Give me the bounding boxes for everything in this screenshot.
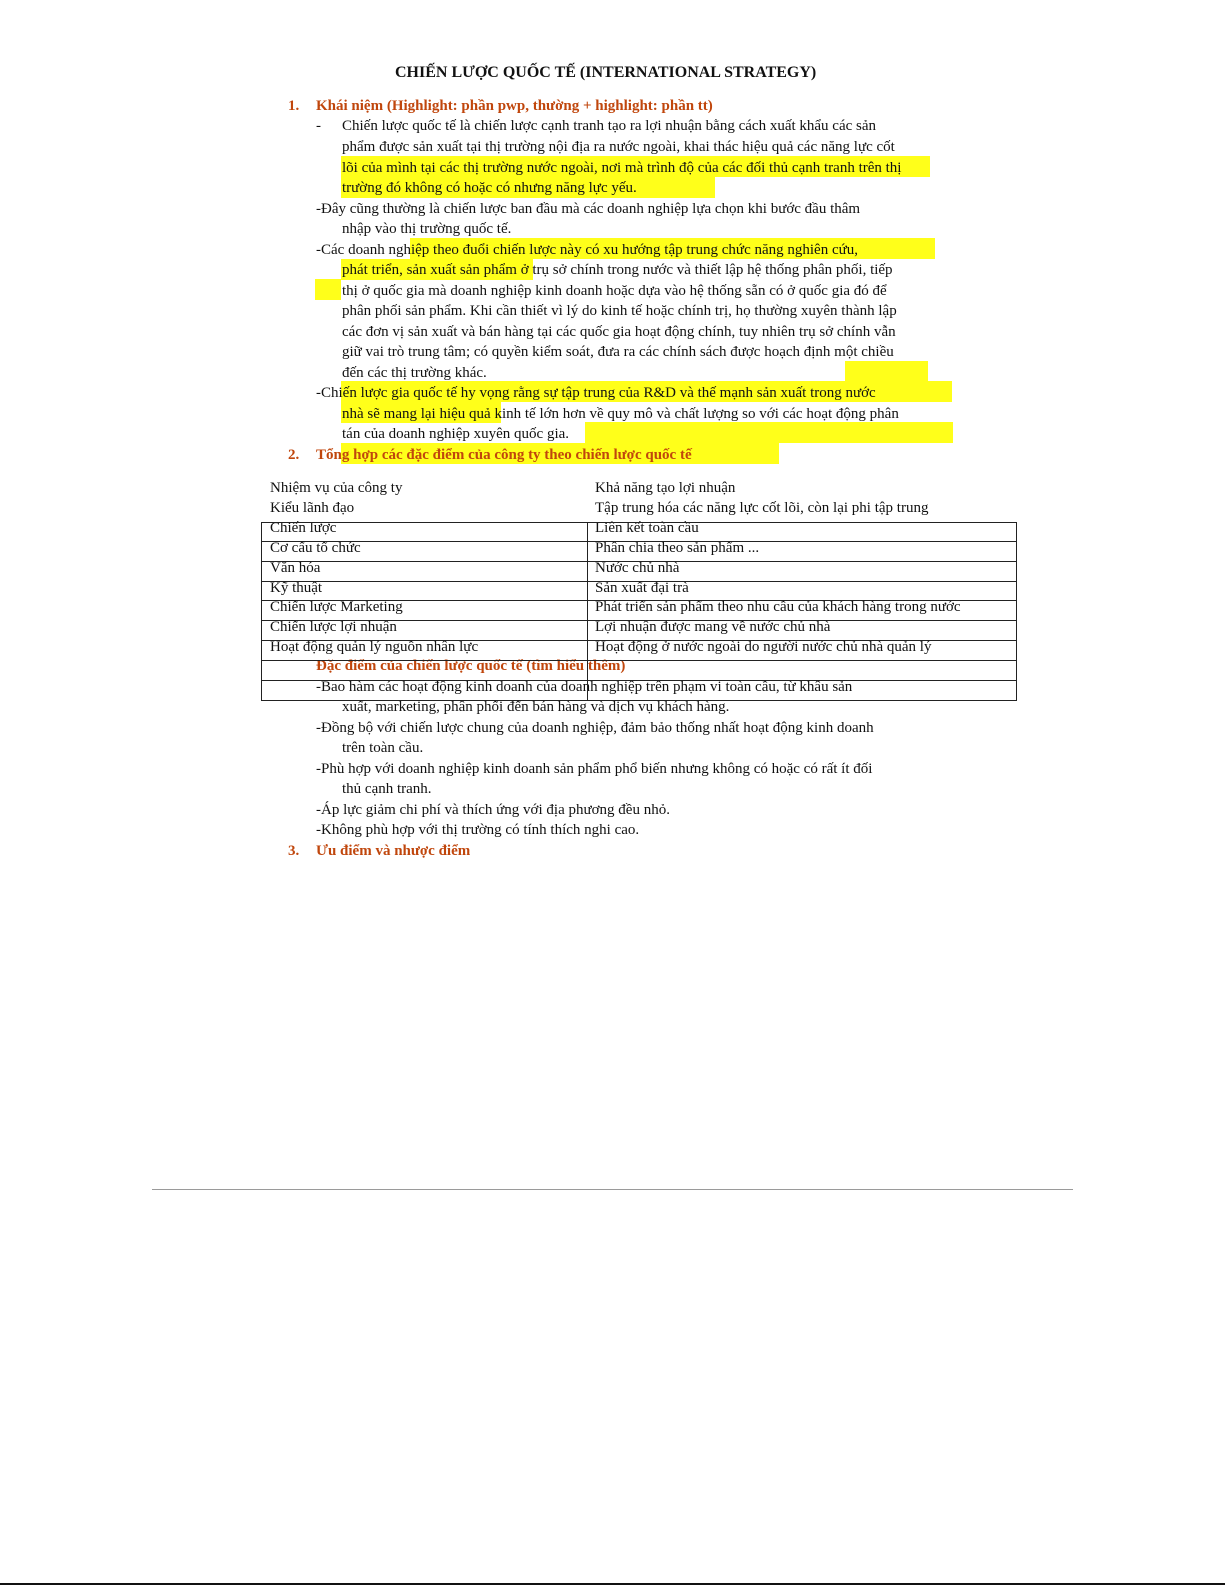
table-cell: Phát triển sản phẩm theo nhu cầu của khách hàng trong nước: [595, 599, 961, 615]
text-line: các đơn vị sản xuất và bán hàng tại các quốc gia hoạt động chính, tuy nhiên trụ sở chính vẫn: [342, 324, 896, 340]
text-line: phân phối sản phẩm. Khi cần thiết vì lý do kinh tế hoặc chính trị, họ thường xuyên thành lập: [342, 303, 897, 319]
sub-heading: Đặc điểm của chiến lược quốc tế (tìm hiểu thêm): [316, 658, 626, 674]
text-line: -Đây cũng thường là chiến lược ban đầu mà các doanh nghiệp lựa chọn khi bước đầu thâm: [316, 201, 861, 217]
table-row-divider: [261, 581, 1016, 582]
text-line: -Áp lực giảm chi phí và thích ứng với địa phương đều nhỏ.: [316, 802, 670, 818]
table-row-divider: [261, 561, 1016, 562]
section-1-heading: Khái niệm (Highlight: phần pwp, thường + highlight: phần tt): [316, 98, 713, 114]
table-header-cell: Tập trung hóa các năng lực cốt lõi, còn lại phi tập trung: [595, 500, 929, 516]
text-line: giữ vai trò trung tâm; có quyền kiểm soát, đưa ra các chính sách được hoạch định một chiều: [342, 344, 894, 360]
text-line: -Bao hàm các hoạt động kinh doanh của doanh nghiệp trên phạm vi toàn cầu, từ khâu sản: [316, 679, 853, 695]
text-line: nhập vào thị trường quốc tế.: [342, 221, 512, 237]
table-cell: Nước chủ nhà: [595, 560, 680, 576]
highlight-mark: [585, 422, 953, 443]
section-3-heading: Ưu điểm và nhược điểm: [316, 843, 471, 859]
table-cell: Sản xuất đại trà: [595, 580, 689, 596]
text-line: -Phù hợp với doanh nghiệp kinh doanh sản phẩm phổ biến nhưng không có hoặc có rất ít đối: [316, 761, 873, 777]
table-row-divider: [261, 600, 1016, 601]
text-line: -Đồng bộ với chiến lược chung của doanh nghiệp, đảm bảo thống nhất hoạt động kinh doanh: [316, 720, 874, 736]
text-line: tán của doanh nghiệp xuyên quốc gia.: [342, 426, 570, 442]
text-line: -Chiến lược gia quốc tế hy vọng rằng sự tập trung của R&D và thế mạnh sản xuất trong nước: [316, 385, 876, 401]
text-line: lõi của mình tại các thị trường nước ngoài, nơi mà trình độ của các đối thủ cạnh tranh trên thị: [342, 160, 902, 176]
page-title: CHIẾN LƯỢC QUỐC TẾ (INTERNATIONAL STRATEGY): [395, 64, 817, 81]
section-2-heading: Tổng hợp các đặc điểm của công ty theo chiến lược quốc tế: [316, 447, 692, 463]
table-cell: Chiến lược Marketing: [270, 599, 403, 615]
table-header-cell: Kiểu lãnh đạo: [270, 500, 355, 516]
table-cell: Lợi nhuận được mang về nước chủ nhà: [595, 619, 831, 635]
text-line: -Không phù hợp với thị trường có tính thích nghi cao.: [316, 822, 640, 838]
table-row-divider: [261, 541, 1016, 542]
table-column-divider: [587, 522, 588, 700]
table-cell: Cơ cấu tổ chức: [270, 540, 361, 556]
highlight-mark: [315, 279, 341, 300]
text-line: xuất, marketing, phân phối đến bán hàng và dịch vụ khách hàng.: [342, 699, 730, 715]
text-line: đến các thị trường khác.: [342, 365, 487, 381]
table-cell: Phân chia theo sản phẩm ...: [595, 540, 760, 556]
table-row-divider: [261, 640, 1016, 641]
text-line: phẩm được sản xuất tại thị trường nội địa ra nước ngoài, khai thác hiệu quả các năng lực cốt: [342, 139, 895, 155]
table-cell: Hoạt động ở nước ngoài do người nước chủ nhà quản lý: [595, 639, 932, 655]
table-cell: Văn hóa: [270, 560, 321, 576]
text-line: Chiến lược quốc tế là chiến lược cạnh tranh tạo ra lợi nhuận bằng cách xuất khẩu các sản: [342, 118, 877, 134]
table-header-cell: Nhiệm vụ của công ty: [270, 480, 403, 496]
text-line: trên toàn cầu.: [342, 740, 424, 756]
section-1-number: 1.: [288, 98, 300, 114]
text-line: trường đó không có hoặc có nhưng năng lực yếu.: [342, 180, 637, 196]
table-row-divider: [261, 620, 1016, 621]
table-cell: Chiến lược: [270, 520, 337, 536]
page-separator: [152, 1189, 1073, 1190]
characteristics-table: [261, 522, 1017, 701]
text-line: thủ cạnh tranh.: [342, 781, 432, 797]
text-line: phát triển, sản xuất sản phẩm ở trụ sở chính trong nước và thiết lập hệ thống phân phối, tiếp: [342, 262, 893, 278]
text-line: nhà sẽ mang lại hiệu quả kinh tế lớn hơn về quy mô và chất lượng so với các hoạt động phân: [342, 406, 899, 422]
bullet-dash: -: [316, 118, 321, 134]
text-line: thị ở quốc gia mà doanh nghiệp kinh doanh hoặc dựa vào hệ thống sẵn có ở quốc gia đó để: [342, 283, 887, 299]
table-row-divider: [261, 680, 1016, 681]
section-2-number: 2.: [288, 447, 300, 463]
table-header-cell: Khả năng tạo lợi nhuận: [595, 480, 736, 496]
section-3-number: 3.: [288, 843, 300, 859]
table-cell: Kỹ thuật: [270, 580, 323, 596]
text-line: -Các doanh nghiệp theo đuổi chiến lược này có xu hướng tập trung chức năng nghiên cứu,: [316, 242, 858, 258]
table-cell: Liên kết toàn cầu: [595, 520, 699, 536]
table-row-divider: [261, 660, 1016, 661]
table-cell: Chiến lược lợi nhuận: [270, 619, 397, 635]
highlight-mark: [845, 361, 928, 382]
table-cell: Hoạt động quản lý nguồn nhân lực: [270, 639, 479, 655]
